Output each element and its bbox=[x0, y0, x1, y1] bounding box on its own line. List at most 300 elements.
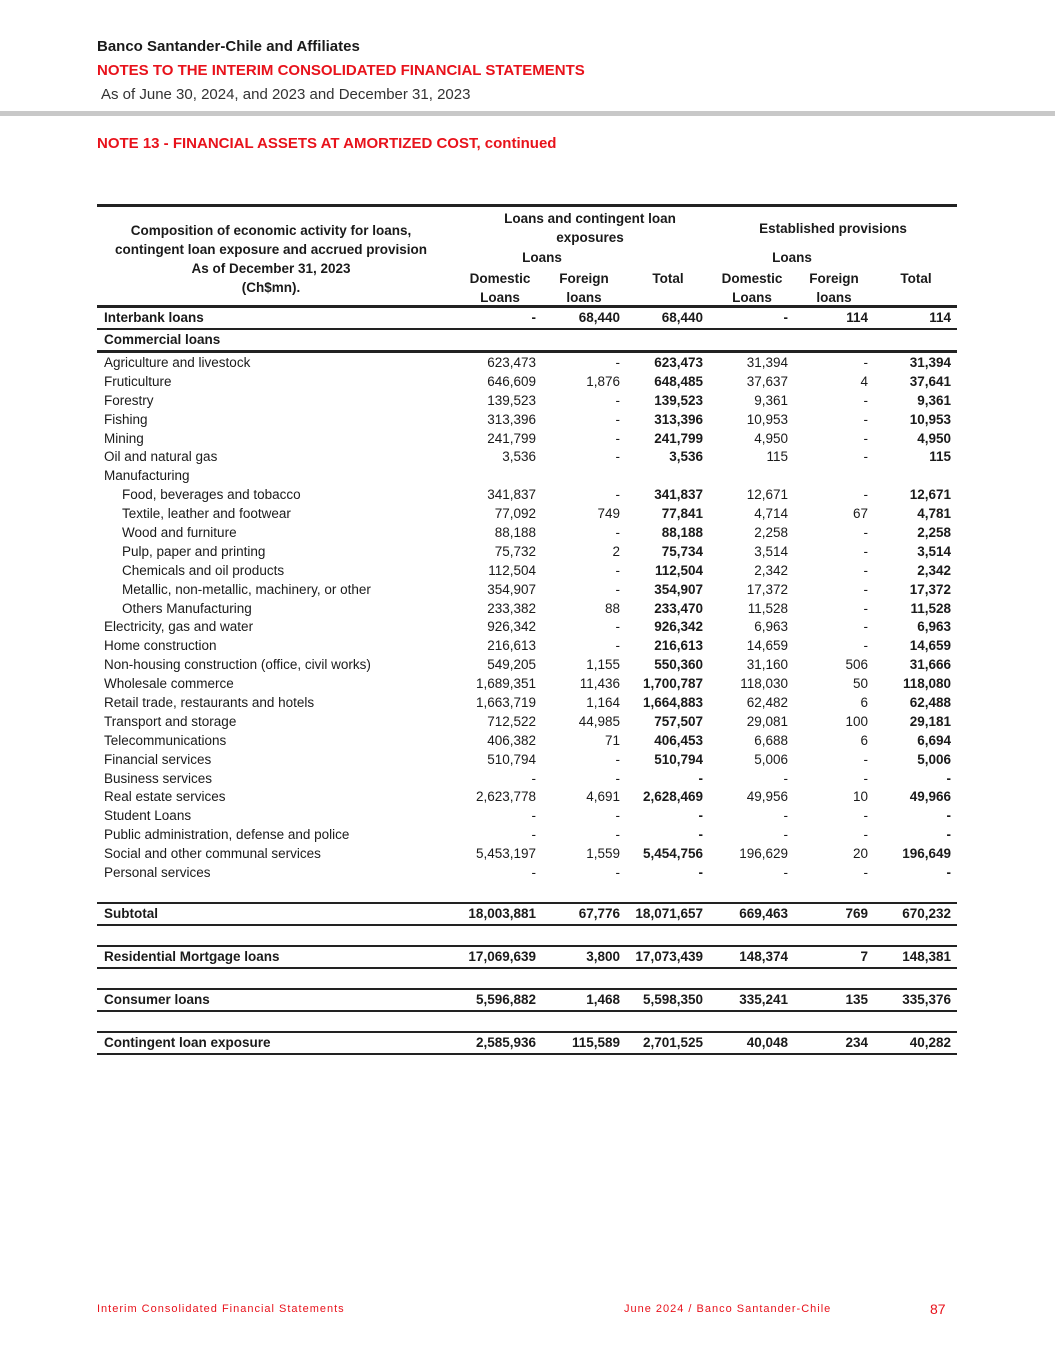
cell-value: 6 bbox=[860, 732, 868, 748]
cell-value: 11,436 bbox=[579, 676, 620, 692]
commercial-rows bbox=[97, 353, 957, 883]
row-label: Residential Mortgage loans bbox=[104, 948, 280, 964]
cell-value: 49,956 bbox=[746, 789, 788, 805]
col-total: Total bbox=[652, 271, 684, 286]
row-label: Agriculture and livestock bbox=[104, 355, 251, 370]
cell-value: 233,470 bbox=[654, 600, 703, 616]
cell-value: 75,734 bbox=[661, 543, 703, 559]
cell-value: 14,659 bbox=[746, 638, 788, 654]
cell-value: 68,440 bbox=[578, 310, 620, 325]
cell-value: 40,282 bbox=[909, 1034, 951, 1050]
cell-value: 757,507 bbox=[654, 713, 703, 729]
table-row bbox=[97, 392, 957, 411]
cell-value: - bbox=[783, 808, 788, 824]
cell-value: 29,181 bbox=[909, 713, 951, 729]
cell-value: 926,342 bbox=[487, 619, 536, 635]
cell-value: 4,781 bbox=[917, 506, 951, 522]
cell-value: - bbox=[615, 638, 620, 654]
col-label: Domestic bbox=[721, 271, 783, 286]
row-label: Interbank loans bbox=[104, 310, 204, 325]
cell-value: 313,396 bbox=[654, 411, 703, 427]
cell-value: - bbox=[615, 411, 620, 427]
table-row bbox=[97, 656, 957, 675]
cell-value: 3,536 bbox=[669, 449, 703, 465]
cell-value: 2,623,778 bbox=[475, 789, 536, 805]
cell-value: 926,342 bbox=[654, 619, 703, 635]
caption-line: (Ch$mn). bbox=[241, 280, 301, 295]
cell-value: 3,536 bbox=[502, 449, 536, 465]
caption-line: Composition of economic activity for loans, bbox=[130, 223, 412, 238]
cell-value: 10,953 bbox=[746, 411, 788, 427]
cell-value: 2,342 bbox=[917, 562, 951, 578]
commercial-loans-heading bbox=[97, 330, 957, 350]
cell-value: 1,155 bbox=[586, 657, 620, 673]
cell-value: 118,030 bbox=[740, 676, 788, 692]
row-label: Real estate services bbox=[104, 789, 226, 805]
cell-value: - bbox=[946, 865, 951, 881]
cell-value: 623,473 bbox=[654, 355, 703, 370]
total-row bbox=[97, 990, 957, 1010]
table-row bbox=[97, 864, 957, 883]
cell-value: 67,776 bbox=[578, 905, 620, 921]
row-label: Business services bbox=[104, 770, 213, 786]
col-label: Loans bbox=[732, 290, 772, 305]
footer-center: June 2024 / Banco Santander-Chile bbox=[624, 1303, 832, 1315]
row-label: Chemicals and oil products bbox=[122, 562, 285, 578]
cell-value: - bbox=[615, 487, 620, 503]
row-label: Home construction bbox=[104, 638, 217, 654]
cell-value: 233,382 bbox=[487, 600, 536, 616]
cell-value: 1,876 bbox=[586, 373, 620, 389]
rule bbox=[97, 1053, 957, 1055]
cell-value: 31,160 bbox=[746, 657, 788, 673]
row-label: Fishing bbox=[104, 411, 148, 427]
table-row bbox=[97, 486, 957, 505]
cell-value: 196,629 bbox=[739, 846, 788, 862]
cell-value: 88,188 bbox=[494, 525, 536, 541]
row-label: Fruticulture bbox=[104, 373, 172, 389]
cell-value: 406,453 bbox=[654, 732, 703, 748]
cell-value: 510,794 bbox=[654, 751, 703, 767]
cell-value: - bbox=[615, 770, 620, 786]
cell-value: 77,092 bbox=[494, 506, 536, 522]
table-row bbox=[97, 845, 957, 864]
cell-value: - bbox=[863, 581, 868, 597]
sub-loans-label: Loans bbox=[772, 250, 812, 265]
row-label: Food, beverages and tobacco bbox=[122, 487, 301, 503]
cell-value: 4,691 bbox=[586, 789, 620, 805]
total-row bbox=[97, 947, 957, 967]
table-row bbox=[97, 448, 957, 467]
col-label: Foreign bbox=[559, 271, 609, 286]
cell-value: - bbox=[863, 355, 868, 370]
cell-value: 4,950 bbox=[917, 430, 951, 446]
cell-value: 406,382 bbox=[487, 732, 536, 748]
cell-value: 5,453,197 bbox=[475, 846, 536, 862]
cell-value: 75,732 bbox=[494, 543, 536, 559]
row-label: Forestry bbox=[104, 392, 154, 408]
cell-value: 1,164 bbox=[586, 695, 620, 711]
cell-value bbox=[709, 467, 794, 486]
col-label: loans bbox=[816, 290, 852, 305]
col-label: Domestic bbox=[469, 271, 531, 286]
cell-value: 234 bbox=[845, 1034, 868, 1050]
cell-value: 77,841 bbox=[661, 506, 703, 522]
table-row bbox=[97, 411, 957, 430]
row-label: Public administration, defense and police bbox=[104, 827, 350, 843]
cell-value: 6,963 bbox=[917, 619, 951, 635]
cell-value bbox=[874, 467, 957, 486]
cell-value: 2,258 bbox=[917, 525, 951, 541]
cell-value: 17,372 bbox=[909, 581, 951, 597]
table-row bbox=[97, 675, 957, 694]
row-label: Contingent loan exposure bbox=[104, 1034, 271, 1050]
group-label: exposures bbox=[556, 230, 624, 245]
cell-value: 31,666 bbox=[909, 657, 951, 673]
notes-title: NOTES TO THE INTERIM CONSOLIDATED FINANCIAL STATEMENTS bbox=[97, 62, 585, 79]
table-row bbox=[97, 600, 957, 619]
cell-value: 40,048 bbox=[746, 1034, 788, 1050]
row-label: Others Manufacturing bbox=[122, 600, 252, 616]
row-label: Wholesale commerce bbox=[104, 676, 234, 692]
cell-value: 6,694 bbox=[917, 732, 951, 748]
cell-value: 10 bbox=[852, 789, 868, 805]
cell-value: 550,360 bbox=[654, 657, 703, 673]
row-label: Wood and furniture bbox=[122, 525, 237, 541]
cell-value: 62,482 bbox=[746, 695, 788, 711]
row-label: Subtotal bbox=[104, 905, 158, 921]
row-label: Consumer loans bbox=[104, 991, 210, 1007]
table-row bbox=[97, 543, 957, 562]
cell-value: - bbox=[863, 808, 868, 824]
cell-value: 241,799 bbox=[654, 430, 703, 446]
cell-value: 1,468 bbox=[586, 991, 620, 1007]
cell-value: 5,006 bbox=[917, 751, 951, 767]
cell-value: - bbox=[863, 827, 868, 843]
row-label: Manufacturing bbox=[104, 468, 190, 484]
cell-value bbox=[794, 467, 874, 486]
cell-value: 139,523 bbox=[654, 392, 703, 408]
cell-value: 17,372 bbox=[746, 581, 788, 597]
cell-value: - bbox=[531, 310, 536, 325]
cell-value: 118,080 bbox=[902, 676, 951, 692]
cell-value: 62,488 bbox=[909, 695, 951, 711]
cell-value: - bbox=[615, 525, 620, 541]
cell-value: - bbox=[863, 865, 868, 881]
cell-value: - bbox=[698, 865, 703, 881]
cell-value: - bbox=[863, 449, 868, 465]
cell-value: 148,381 bbox=[902, 948, 951, 964]
cell-value: - bbox=[615, 449, 620, 465]
cell-value: 2,342 bbox=[754, 562, 788, 578]
cell-value: - bbox=[863, 619, 868, 635]
cell-value: - bbox=[615, 619, 620, 635]
row-label: Commercial loans bbox=[104, 332, 221, 347]
cell-value: 341,837 bbox=[654, 487, 703, 503]
table-row bbox=[97, 694, 957, 713]
cell-value: 5,598,350 bbox=[642, 991, 703, 1007]
cell-value: 17,073,439 bbox=[635, 948, 703, 964]
table-row bbox=[97, 826, 957, 845]
cell-value: 5,596,882 bbox=[475, 991, 536, 1007]
row-label: Retail trade, restaurants and hotels bbox=[104, 695, 315, 711]
cell-value: 9,361 bbox=[754, 392, 788, 408]
cell-value: - bbox=[783, 827, 788, 843]
row-label: Mining bbox=[104, 430, 144, 446]
row-label: Social and other communal services bbox=[104, 846, 321, 862]
group-loans-exposures bbox=[467, 209, 713, 247]
economic-activity-table bbox=[97, 204, 957, 1055]
table-row bbox=[97, 713, 957, 732]
sub-loans-label: Loans bbox=[522, 250, 562, 265]
cell-value: 4,950 bbox=[754, 430, 788, 446]
table-row bbox=[97, 581, 957, 600]
caption-line: contingent loan exposure and accrued provision bbox=[114, 242, 428, 257]
footer-left: Interim Consolidated Financial Statements bbox=[97, 1303, 345, 1315]
cell-value: 216,613 bbox=[487, 638, 536, 654]
cell-value bbox=[542, 467, 626, 486]
cell-value: - bbox=[615, 751, 620, 767]
cell-value: 648,485 bbox=[654, 373, 703, 389]
table-row bbox=[97, 788, 957, 807]
row-label: Transport and storage bbox=[104, 713, 237, 729]
cell-value: - bbox=[783, 770, 788, 786]
cell-value: 241,799 bbox=[487, 430, 536, 446]
cell-value: 139,523 bbox=[487, 392, 536, 408]
cell-value: 549,205 bbox=[487, 657, 536, 673]
cell-value: 670,232 bbox=[902, 905, 951, 921]
cell-value: 100 bbox=[845, 713, 868, 729]
cell-value: 4 bbox=[860, 373, 868, 389]
cell-value: 5,454,756 bbox=[642, 846, 703, 862]
row-label: Pulp, paper and printing bbox=[122, 543, 266, 559]
cell-value: - bbox=[863, 751, 868, 767]
cell-value: 216,613 bbox=[654, 638, 703, 654]
table-caption bbox=[97, 221, 445, 297]
table-row bbox=[97, 637, 957, 656]
cell-value: 18,003,881 bbox=[468, 905, 536, 921]
cell-value: 148,374 bbox=[739, 948, 788, 964]
cell-value: 68,440 bbox=[661, 310, 703, 325]
table-row bbox=[97, 618, 957, 637]
cell-value: 11,528 bbox=[910, 600, 951, 616]
cell-value: 7 bbox=[860, 948, 868, 964]
cell-value: - bbox=[698, 770, 703, 786]
cell-value: - bbox=[946, 827, 951, 843]
cell-value: 115 bbox=[929, 449, 951, 465]
cell-value: 3,514 bbox=[917, 543, 951, 559]
cell-value: 1,663,719 bbox=[475, 695, 536, 711]
cell-value: 6,963 bbox=[754, 619, 788, 635]
cell-value: 10,953 bbox=[909, 411, 951, 427]
cell-value: 341,837 bbox=[487, 487, 536, 503]
table-row bbox=[97, 524, 957, 543]
interbank-row bbox=[97, 308, 957, 328]
cell-value: - bbox=[863, 487, 868, 503]
cell-value: 67 bbox=[852, 506, 868, 522]
cell-value: 37,637 bbox=[746, 373, 788, 389]
cell-value: - bbox=[863, 638, 868, 654]
cell-value: 623,473 bbox=[487, 355, 536, 370]
cell-value: - bbox=[615, 562, 620, 578]
cell-value: - bbox=[863, 392, 868, 408]
cell-value: 1,689,351 bbox=[475, 676, 536, 692]
cell-value: - bbox=[863, 770, 868, 786]
col-domestic-loans bbox=[457, 269, 543, 307]
table-header bbox=[97, 207, 957, 305]
cell-value: - bbox=[531, 808, 536, 824]
cell-value: 196,649 bbox=[902, 846, 951, 862]
cell-value: - bbox=[615, 355, 620, 370]
cell-value: 31,394 bbox=[746, 355, 788, 370]
cell-value: - bbox=[946, 770, 951, 786]
cell-value: 50 bbox=[852, 676, 868, 692]
cell-value: 9,361 bbox=[917, 392, 951, 408]
cell-value: - bbox=[946, 808, 951, 824]
cell-value: 354,907 bbox=[654, 581, 703, 597]
row-label: Metallic, non-metallic, machinery, or other bbox=[122, 581, 371, 597]
cell-value: 1,559 bbox=[586, 846, 620, 862]
cell-value: - bbox=[531, 865, 536, 881]
cell-value: 44,985 bbox=[578, 713, 620, 729]
row-label: Personal services bbox=[104, 865, 211, 881]
cell-value: 115,589 bbox=[571, 1034, 620, 1050]
cell-value: 88 bbox=[604, 600, 620, 616]
table-row bbox=[97, 467, 957, 486]
cell-value: - bbox=[615, 827, 620, 843]
cell-value: 112,504 bbox=[654, 562, 703, 578]
row-label: Electricity, gas and water bbox=[104, 619, 254, 635]
cell-value: 114 bbox=[846, 310, 868, 325]
caption-line: As of December 31, 2023 bbox=[191, 261, 351, 276]
cell-value: - bbox=[863, 430, 868, 446]
cell-value: 669,463 bbox=[739, 905, 788, 921]
row-label: Non-housing construction (office, civil works) bbox=[104, 657, 371, 673]
cell-value: 749 bbox=[597, 506, 620, 522]
row-label: Textile, leather and footwear bbox=[122, 506, 291, 522]
cell-value: - bbox=[615, 865, 620, 881]
cell-value: 20 bbox=[852, 846, 868, 862]
cell-value: 2 bbox=[612, 543, 620, 559]
cell-value: 354,907 bbox=[487, 581, 536, 597]
cell-value: 37,641 bbox=[909, 373, 951, 389]
cell-value: 88,188 bbox=[661, 525, 703, 541]
note-title: NOTE 13 - FINANCIAL ASSETS AT AMORTIZED COST, continued bbox=[97, 135, 557, 152]
col-domestic-provisions bbox=[709, 269, 795, 307]
cell-value: 3,514 bbox=[754, 543, 788, 559]
col-foreign-provisions bbox=[795, 269, 873, 307]
company-name: Banco Santander-Chile and Affiliates bbox=[97, 38, 360, 55]
cell-value: 2,701,525 bbox=[642, 1034, 703, 1050]
row-label: Telecommunications bbox=[104, 732, 227, 748]
row-label: Student Loans bbox=[104, 808, 192, 824]
row-label: Oil and natural gas bbox=[104, 449, 218, 465]
col-label: Foreign bbox=[809, 271, 859, 286]
cell-value: 769 bbox=[845, 905, 868, 921]
cell-value: - bbox=[863, 600, 868, 616]
cell-value: - bbox=[531, 770, 536, 786]
cell-value: - bbox=[698, 827, 703, 843]
period-subtitle: As of June 30, 2024, and 2023 and December 31, 2023 bbox=[101, 86, 471, 103]
cell-value: 4,714 bbox=[754, 506, 788, 522]
cell-value: - bbox=[615, 581, 620, 597]
cell-value: 646,609 bbox=[487, 373, 536, 389]
col-label: Loans bbox=[480, 290, 520, 305]
cell-value: 12,671 bbox=[909, 487, 951, 503]
table-row bbox=[97, 430, 957, 449]
cell-value: 49,966 bbox=[909, 789, 951, 805]
total-row bbox=[97, 1033, 957, 1053]
cell-value: 112,504 bbox=[488, 562, 536, 578]
total-row bbox=[97, 904, 957, 924]
col-foreign-loans bbox=[543, 269, 625, 307]
cell-value: 18,071,657 bbox=[635, 905, 703, 921]
cell-value: 2,628,469 bbox=[642, 789, 703, 805]
group-established-provisions: Established provisions bbox=[759, 221, 907, 236]
cell-value: - bbox=[863, 411, 868, 427]
cell-value: 14,659 bbox=[909, 638, 951, 654]
cell-value: - bbox=[863, 525, 868, 541]
table-row bbox=[97, 807, 957, 826]
cell-value: 5,006 bbox=[754, 751, 788, 767]
cell-value: 17,069,639 bbox=[468, 948, 536, 964]
cell-value: - bbox=[615, 430, 620, 446]
table-row bbox=[97, 770, 957, 789]
cell-value: 335,241 bbox=[739, 991, 788, 1007]
row-label: Financial services bbox=[104, 751, 212, 767]
col-label: loans bbox=[566, 290, 602, 305]
group-label: Loans and contingent loan bbox=[504, 211, 676, 226]
totals-section bbox=[97, 883, 957, 1055]
cell-value: 11,528 bbox=[747, 600, 788, 616]
table-row bbox=[97, 505, 957, 524]
table-row bbox=[97, 751, 957, 770]
cell-value: 712,522 bbox=[487, 713, 536, 729]
cell-value: 71 bbox=[604, 732, 620, 748]
cell-value: 313,396 bbox=[487, 411, 536, 427]
cell-value: 1,664,883 bbox=[642, 695, 703, 711]
cell-value: 29,081 bbox=[746, 713, 788, 729]
cell-value: 135 bbox=[845, 991, 868, 1007]
col-total-provisions: Total bbox=[900, 271, 932, 286]
page-number: 87 bbox=[930, 1301, 946, 1317]
cell-value: - bbox=[615, 808, 620, 824]
table-row bbox=[97, 373, 957, 392]
cell-value: - bbox=[615, 392, 620, 408]
table-row bbox=[97, 562, 957, 581]
cell-value: - bbox=[783, 865, 788, 881]
cell-value: 506 bbox=[845, 657, 868, 673]
cell-value: 6,688 bbox=[754, 732, 788, 748]
cell-value: - bbox=[863, 543, 868, 559]
cell-value bbox=[626, 467, 709, 486]
cell-value: 1,700,787 bbox=[642, 676, 703, 692]
cell-value bbox=[445, 467, 542, 486]
header-divider bbox=[0, 111, 1055, 116]
cell-value: 12,671 bbox=[746, 487, 788, 503]
cell-value: - bbox=[863, 562, 868, 578]
cell-value: 114 bbox=[929, 310, 951, 325]
cell-value: 31,394 bbox=[909, 355, 951, 370]
table-row bbox=[97, 732, 957, 751]
cell-value: 2,258 bbox=[754, 525, 788, 541]
cell-value: 115 bbox=[766, 449, 788, 465]
cell-value: - bbox=[531, 827, 536, 843]
cell-value: 2,585,936 bbox=[475, 1034, 536, 1050]
cell-value: - bbox=[698, 808, 703, 824]
cell-value: 510,794 bbox=[487, 751, 536, 767]
table-row bbox=[97, 354, 957, 373]
